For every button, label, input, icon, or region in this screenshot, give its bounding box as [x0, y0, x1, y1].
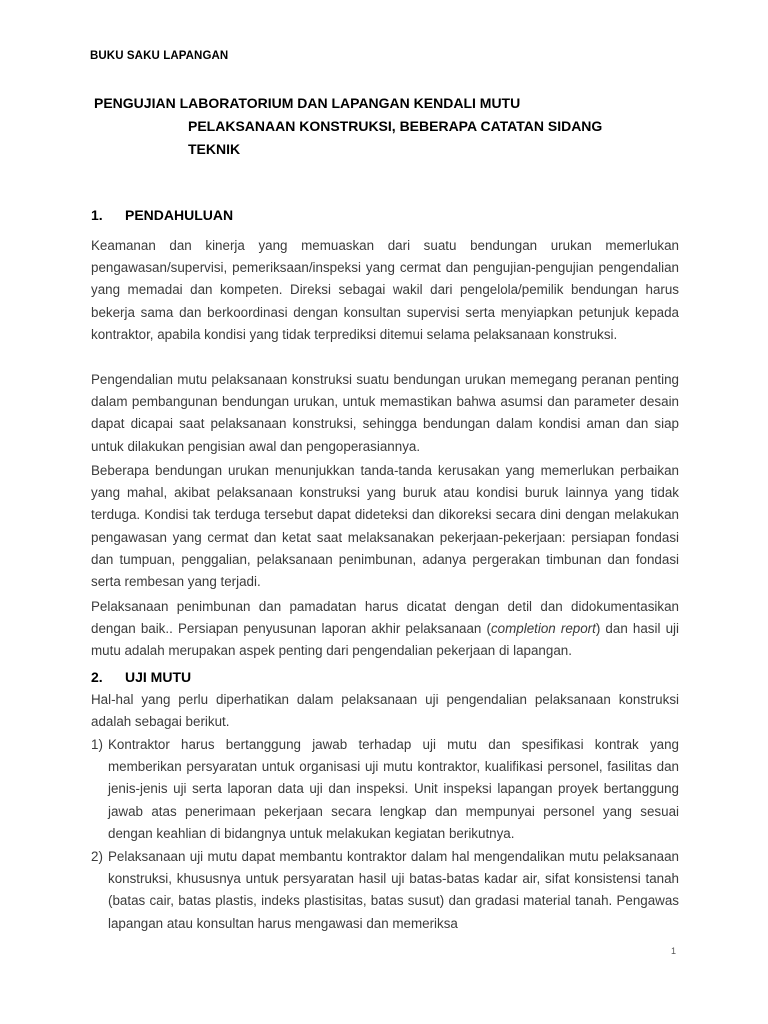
section-1-number: 1.	[91, 207, 103, 223]
paragraph: Beberapa bendungan urukan menunjukkan tanda-tanda kerusakan yang memerlukan perbaikan yang mahal, akibat pelaksanaan konstruksi yang buruk atau kondisi buruk lainnya yang tidak terduga. Kondisi tak terduga tersebut dapat dideteksi dan dikoreksi secara dini dengan melakukan pengawasan yang cermat dan ketat saat melaksanakan pekerjaan-pekerjaan: persiapan fondasi dan tumpuan, penggalian, pelaksanaan penimbunan, adanya pergerakan timbunan dan fondasi serta rembesan yang terjadi.	[91, 463, 679, 590]
title-line-1: PENGUJIAN LABORATORIUM DAN LAPANGAN KENDALI MUTU	[94, 95, 521, 111]
section-2-intro: Hal-hal yang perlu diperhatikan dalam pelaksanaan uji pengendalian pelaksanaan konstruksi adalah sebagai berikut.	[91, 692, 679, 730]
list-item	[91, 734, 679, 845]
document-title	[94, 92, 674, 161]
paragraph: Pengendalian mutu pelaksanaan konstruksi suatu bendungan urukan memegang peranan penting dalam pembangunan bendungan urukan, untuk memastikan bahwa asumsi dan parameter desain dapat dicapai saat pelaksanaan konstruksi, sehingga bendungan dalam kondisi aman dan siap untuk dilakukan pengisian awal dan pengoperasiannya.	[91, 372, 679, 454]
section-2-heading	[91, 669, 191, 685]
paragraph-text: Pelaksanaan penimbunan dan pamadatan harus dicatat dengan detil dan didokumentasikan dengan baik.. Persiapan penyusunan laporan akhir pelaksanaan (	[91, 599, 679, 637]
list-marker: 2)	[91, 849, 103, 864]
list-item-text: Pelaksanaan uji mutu dapat membantu kontraktor dalam hal mengendalikan mutu pelaksanaan konstruksi, khususnya untuk persyaratan hasil uji batas-batas kadar air, sifat konsistensi tanah (batas cair, batas plastis, indeks plastisitas, batas susut) dan gradasi material tanah. Pengawas lapangan atau konsultan harus mengawasi dan memeriksa	[108, 849, 679, 931]
paragraph-italic-term: completion report	[490, 621, 596, 637]
running-header: BUKU SAKU LAPANGAN	[90, 50, 229, 62]
section-2-title: UJI MUTU	[125, 669, 192, 685]
paragraph-text: ) dan hasil uji mutu adalah merupakan aspek penting dari pengendalian pekerjaan di lapangan.	[91, 621, 679, 659]
list-marker: 1)	[91, 737, 103, 752]
title-line-2: PELAKSANAAN KONSTRUKSI, BEBERAPA CATATAN SIDANG	[188, 118, 603, 134]
list-item-text: Kontraktor harus bertanggung jawab terhadap uji mutu dan spesifikasi kontrak yang memberikan persyaratan untuk organisasi uji mutu kontraktor, kualifikasi personel, fasilitas dan jenis-jenis uji serta laporan data uji dan inspeksi. Unit inspeksi lapangan proyek bertanggung jawab atas penerimaan pekerjaan secara lengkap dan mempunyai personel yang sesuai dengan keahlian di bidangnya untuk melakukan kegiatan berikutnya.	[108, 737, 679, 841]
section-2-number: 2.	[91, 669, 103, 685]
list-item	[91, 846, 679, 935]
paragraph	[91, 596, 679, 663]
section-1-title: PENDAHULUAN	[125, 207, 234, 223]
section-1-heading	[91, 207, 233, 223]
page-number: 1	[670, 946, 676, 956]
paragraph: Keamanan dan kinerja yang memuaskan dari suatu bendungan urukan memerlukan pengawasan/supervisi, pemeriksaan/inspeksi yang cermat dan pengujian-pengujian pengendalian yang memadai dan kompeten. Direksi sebagai wakil dari pengelola/pemilik bendungan harus bekerja sama dan berkoordinasi dengan konsultan supervisi serta menyiapkan petunjuk kepada kontraktor, apabila kondisi yang tidak terprediksi ditemui selama pelaksanaan konstruksi.	[91, 238, 679, 342]
title-line-3: TEKNIK	[188, 141, 241, 157]
